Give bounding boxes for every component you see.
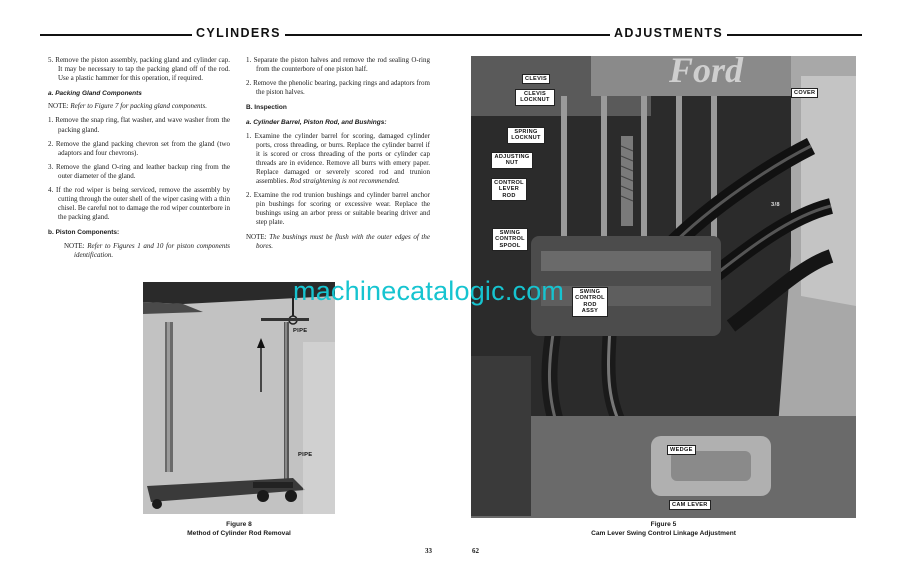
step-separate: 1. Separate the piston halves and remove the rod sealing O-ring from the counterbore of one piston half.: [246, 56, 430, 74]
label-swing-control-rod-assy: SWING CONTROL ROD ASSY: [572, 287, 608, 317]
figure-5-caption: Figure 5 Cam Lever Swing Control Linkage Adjustment: [591, 521, 736, 537]
figure-8-illustration: [143, 282, 335, 514]
label-adjusting-nut: ADJUSTING NUT: [491, 152, 533, 169]
figure-8-caption: Figure 8 Method of Cylinder Rod Removal: [187, 521, 291, 537]
label-spring-locknut: SPRING LOCKNUT: [507, 127, 545, 144]
heading-cylinder-barrel: a. Cylinder Barrel, Piston Rod, and Bushings:: [246, 119, 387, 127]
note-piston: NOTE: Refer to Figures 1 and 10 for piston components identification.: [64, 241, 231, 259]
label-pipe-bottom: PIPE: [298, 452, 313, 458]
step-3: 3. Remove the gland O-ring and leather backup ring from the outer diameter of the gland.: [48, 162, 230, 180]
left-header-title: CYLINDERS: [192, 26, 285, 40]
heading-inspection: B. Inspection: [246, 104, 287, 112]
step-examine-bushings: 2. Examine the rod trunion bushings and cylinder barrel anchor pin bushings for scoring or excessive wear. Replace the bushings using an arbor press or suitable bearing driver and step plate.: [246, 191, 430, 227]
label-cover: COVER: [791, 88, 818, 98]
step-examine-barrel: 1. Examine the cylinder barrel for scoring, damaged cylinder ports, cross threading, or burrs. Replace the cylinder barrel if it is scored or cross threading of the ports or cylinder cap threads are in evidence. Remove all burrs with emery paper. Replace damaged or severely scored rod and trunion assemblies. Rod straightening is not recommended.: [246, 131, 430, 186]
label-cam-lever: CAM LEVER: [669, 500, 711, 510]
left-column-1: [48, 56, 230, 265]
label-wedge: WEDGE: [667, 445, 696, 455]
ford-logo-text: Ford: [669, 56, 744, 90]
label-clevis: CLEVIS: [522, 74, 550, 84]
label-clevis-locknut: CLEVIS LOCKNUT: [515, 89, 555, 106]
left-header: [0, 28, 450, 42]
label-dimension: 3/8: [771, 202, 780, 208]
page-number-left: 33: [425, 547, 432, 555]
step-phenolic: 2. Remove the phenolic bearing, packing rings and adaptors from the piston halves.: [246, 79, 430, 97]
label-pipe-top: PIPE: [293, 328, 308, 334]
note-packing-gland: NOTE: Refer to Figure 7 for packing gland components.: [48, 102, 207, 111]
figure-8-photo: [143, 282, 335, 514]
label-control-lever-rod: CONTROL LEVER ROD: [491, 178, 527, 201]
step-2: 2. Remove the gland packing chevron set from the gland (two adaptors and four chevrons).: [48, 139, 230, 157]
watermark-text: machinecatalogic.com: [293, 276, 565, 306]
step-5: 5. Remove the piston assembly, packing gland and cylinder cap. It may be necessary to tap the packing gland off of the rod. Use a plastic hammer for this operation, if required.: [48, 56, 230, 83]
left-column-2: [246, 56, 430, 256]
heading-packing-gland: a. Packing Gland Components: [48, 90, 142, 98]
step-1: 1. Remove the snap ring, flat washer, and wave washer from the packing gland.: [48, 116, 230, 134]
step-4: 4. If the rod wiper is being serviced, remove the assembly by cutting through the outer shell of the wiper casing with a thin chisel. Be careful not to damage the rod wiper counterbore in the packing gland.: [48, 186, 230, 222]
right-header: [450, 28, 900, 42]
page-number-right: 62: [472, 547, 479, 555]
right-header-title: ADJUSTMENTS: [610, 26, 727, 40]
heading-piston: b. Piston Components:: [48, 229, 120, 237]
label-swing-control-spool: SWING CONTROL SPOOL: [492, 228, 528, 251]
note-bushings: NOTE: The bushings must be flush with the outer edges of the bores.: [246, 232, 430, 250]
